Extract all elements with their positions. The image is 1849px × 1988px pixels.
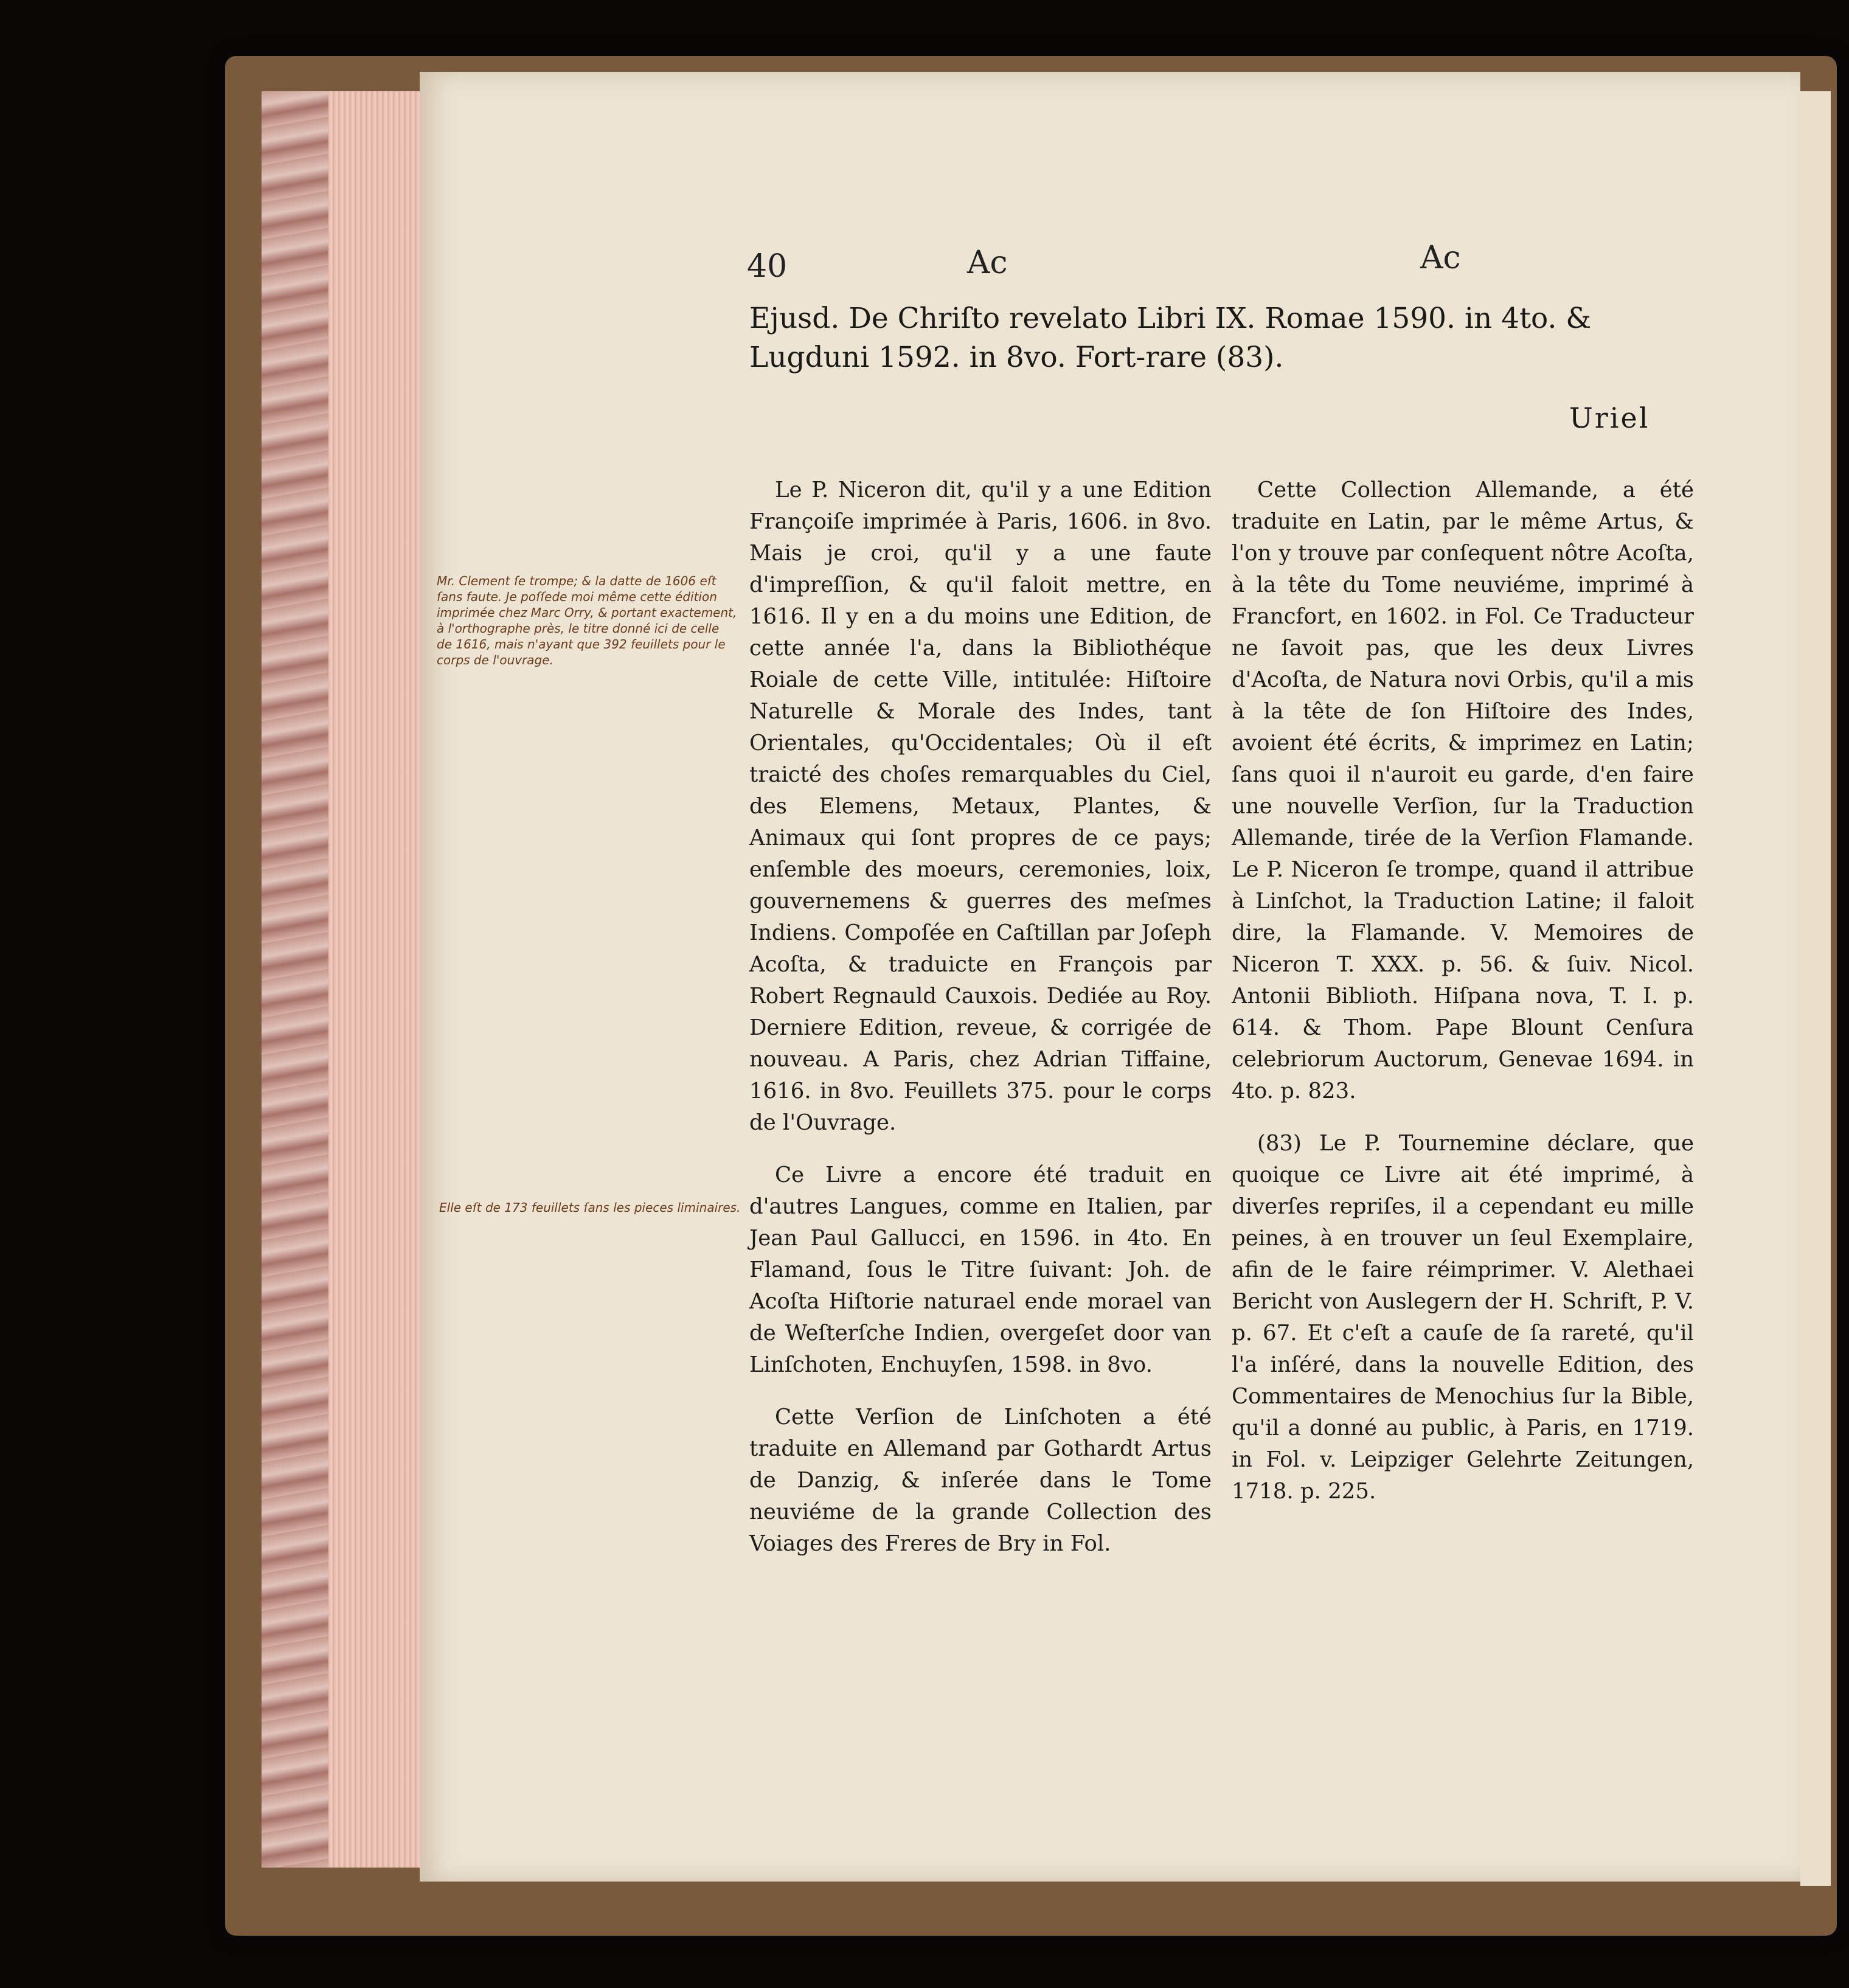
paragraph: Cette Verſion de Linſchoten a été traduite en Allemand par Gothardt Artus de Danzig, & inſerée dans le Tome neuviéme de la grande Collection des Voiages des Freres de Bry in Fol.	[749, 1405, 1212, 1556]
section-label: Uriel	[1569, 401, 1650, 434]
handwritten-margin-note: Mr. Clement ſe trompe; & la datte de 1606 eſt ſans faute. Je poſſede moi même cette édition imprimée chez Marc Orry, & portant exactement, à l'orthographe près, le titre donné ici de celle de 1616, mais n'ayant que 392 feuillets pour le corps de l'ouvrage.	[437, 574, 737, 667]
paragraph: Ce Livre a encore été traduit en d'autres Langues, comme en Italien, par Jean Paul Gallucci, en 1596. in 4to. En Flamand, ſous le Titre ſuivant: Joh. de Acoſta Hiſtorie naturael ende morael van de Weſterſche Indien, overgeſet door van Linſchoten, Enchuyſen, 1598. in 8vo.	[749, 1163, 1212, 1377]
running-head-right: Ac	[1420, 240, 1461, 276]
bibliographic-entry: Ejusd. De Chriſto revelato Libri IX. Romae 1590. in 4to. & Lugduni 1592. in 8vo. Fort-rare (83).	[749, 302, 1592, 374]
handwritten-margin-note-2: Elle eſt de 173 feuillets ſans les pieces liminaires.	[439, 1200, 741, 1215]
paragraph: Le P. Niceron dit, qu'il y a une Edition Françoiſe imprimée à Paris, 1606. in 8vo. Mais je croi, qu'il y a une faute d'impreſſion, & qu'il faloit mettre, en 1616. Il y en a du moins une Edition, de cette année l'a, dans la Bibliothéque Roiale de cette Ville, intitulée: Hiſtoire Naturelle & Morale des Indes, tant Orientales, qu'Occidentales; Où il eſt traicté des choſes remarquables du Ciel, des Elemens, Metaux, Plantes, & Animaux qui ſont propres de ce pays; enſemble des moeurs, ceremonies, loix, gouvernemens & guerres des meſmes Indiens. Compoſée en Caſtillan par Joſeph Acoſta, & traduicte en François par Robert Regnauld Cauxois. Dediée au Roy. Derniere Edition, reveue, & corrigée de nouveau. A Paris, chez Adrian Tiffaine, 1616. in 8vo. Feuillets 375. pour le corps de l'Ouvrage.	[749, 478, 1212, 1135]
running-head-left: Ac	[967, 245, 1008, 281]
facing-page-edge	[1800, 91, 1831, 1886]
paragraph: Cette Collection Allemande, a été traduite en Latin, par le même Artus, & l'on y trouve par conſequent nôtre Acoſta, à la tête du Tome neuviéme, imprimé à Francfort, en 1602. in Fol. Ce Traducteur ne ſavoit pas, que les deux Livres d'Acoſta, de Natura novi Orbis, qu'il a mis à la tête de ſon Hiſtoire des Indes, avoient été écrits, & imprimez en Latin; ſans quoi il n'auroit eu garde, d'en faire une nouvelle Verſion, ſur la Traduction Allemande, tirée de la Verſion Flamande. Le P. Niceron ſe trompe, quand il attribue à Linſchot, la Traduction Latine; il faloit dire, la Flamande. V. Memoires de Niceron T. XXX. p. 56. & ſuiv. Nicol. Antonii Biblioth. Hiſpana nova, T. I. p. 614. & Thom. Pape Blount Cenſura celebriorum Auctorum, Genevae 1694. in 4to. p. 823.	[1232, 478, 1694, 1103]
left-column	[749, 474, 1212, 1560]
footnote: (83) Le P. Tournemine déclare, que quoique ce Livre ait été imprimé, à diverſes repriſes, il a cependant eu mille peines, à en trouver un ſeul Exemplaire, afin de le faire réimprimer. V. Alethaei Bericht von Auslegern der H. Schrift, P. V. p. 67. Et c'eſt a cauſe de ſa rareté, qu'il l'a inſéré, dans la nouvelle Edition, des Commentaires de Menochius ſur la Bible, qu'il a donné au public, à Paris, en 1719. in Fol. v. Leipziger Gelehrte Zeitungen, 1718. p. 225.	[1232, 1131, 1694, 1504]
right-column	[1232, 474, 1694, 1507]
page-number: 40	[747, 248, 788, 285]
